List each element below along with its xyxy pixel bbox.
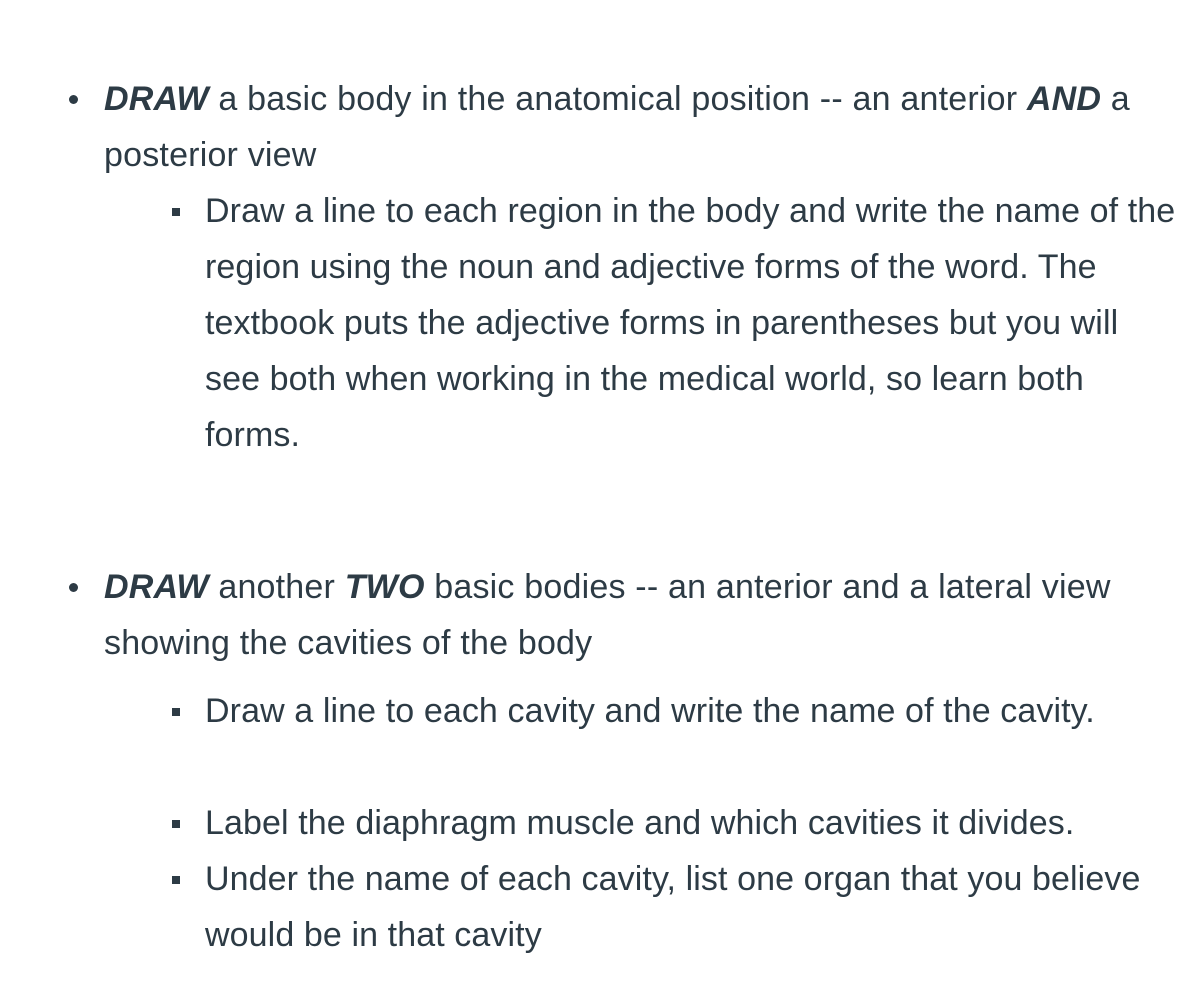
sub-item-diaphragm [205,795,1180,851]
bullet-square-icon [172,208,180,216]
item-text: basic bodies -- an anterior and a lateral view showing the cavities of the body [104,568,1111,662]
bullet-square-icon [172,820,180,828]
item-text: a posterior view [104,80,1130,174]
sub-item-text: Draw a line to each region in the body and write the name of the region using the noun and adjective forms of the word. The textbook puts the adjective forms in parentheses but you will see both when working in the medical world, so learn both forms. [205,192,1176,454]
list-item-draw-cavities [104,559,1184,671]
bullet-disc-icon [69,583,78,592]
emphasis-two: TWO [344,568,425,606]
emphasis-draw: DRAW [104,568,209,606]
emphasis-and: AND [1026,80,1102,118]
bullet-square-icon [172,876,180,884]
emphasis-draw: DRAW [104,80,209,118]
sub-item-text: Draw a line to each cavity and write the name of the cavity. [205,692,1095,730]
list-item-draw-anatomical [104,71,1184,183]
sub-item-cavity-lines [205,683,1180,739]
bullet-square-icon [172,708,180,716]
bullet-disc-icon [69,95,78,104]
sub-item-organ [205,851,1180,963]
sub-item-text: Label the diaphragm muscle and which cavities it divides. [205,804,1075,842]
sub-item-text: Under the name of each cavity, list one organ that you believe would be in that cavity [205,860,1141,954]
sub-item-regions [205,183,1180,463]
item-text: another [208,568,345,606]
item-text: a basic body in the anatomical position -- an anterior [208,80,1027,118]
